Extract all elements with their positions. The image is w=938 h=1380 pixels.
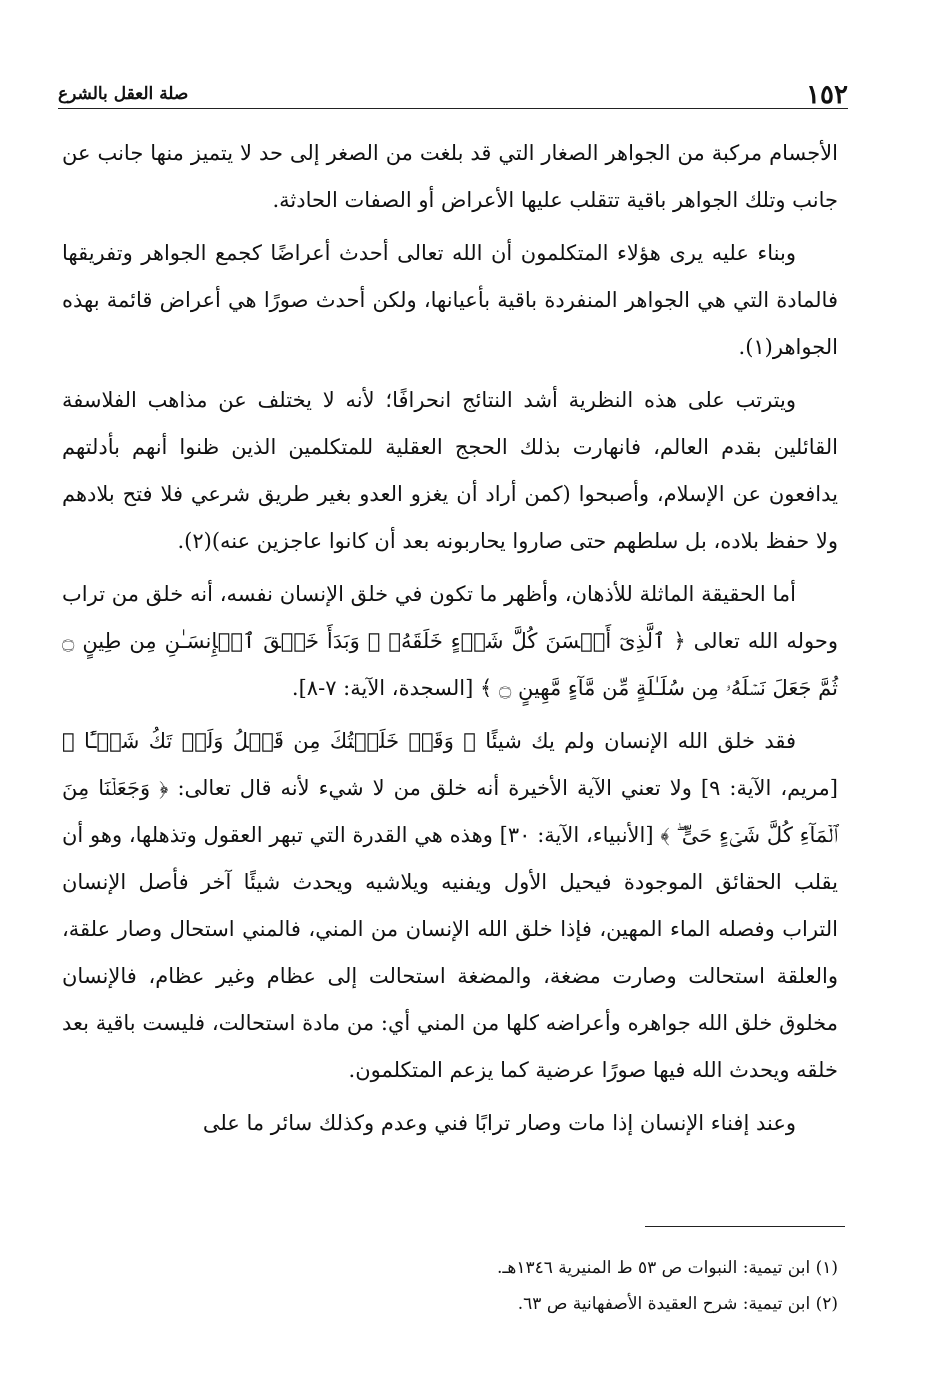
page-number: ١٥٢ (806, 80, 848, 110)
paragraph: الأجسام مركبة من الجواهر الصغار التي قد بلغت من الصغر إلى حد لا يتميز منها جانب عن جانب وتلك الجواهر باقية تتقلب عليها الأعراض أو الصفات الحادثة. (62, 141, 838, 212)
footnotes (62, 1250, 838, 1322)
paragraph: وعند إفناء الإنسان إذا مات وصار ترابًا فني وعدم وكذلك سائر ما على (202, 1111, 796, 1135)
footnote-divider (645, 1226, 845, 1227)
running-title: صلة العقل بالشرع (58, 84, 189, 104)
header-divider (58, 108, 848, 109)
footnote: (١) ابن تيمية: النبوات ص ٥٣ ط المنيرية ١٣٤٦هـ. (496, 1258, 838, 1278)
footnote: (٢) ابن تيمية: شرح العقيدة الأصفهانية ص ٦٣. (517, 1294, 838, 1314)
paragraph: فقد خلق الله الإنسان ولم يك شيئًا ﴿ وَقَدۡ خَلَقۡتُكَ مِن قَبۡلُ وَلَمۡ تَكُ شَيۡـًٔا ﴾ [مريم، الآية: ٩] ولا تعني الآية الأخيرة أنه خلق من لا شيء لأنه قال تعالى: ﴿ وَجَعَلۡنَا مِنَ ٱلۡمَآءِ كُلَّ شَىۡءٍ حَىٍّ ۖ ﴾ [الأنبياء، الآية: ٣٠] وهذه هي القدرة التي تبهر العقول وتذهلها، وهو أن يقلب الحقائق الموجودة فيحيل الأول ويفنيه ويلاشيه ويحدث شيئًا آخر فأصل الإنسان التراب وفصله الماء المهين، فإذا خلق الله الإنسان من المني، فالمني استحال وصار علقة، والعلقة استحالت وصارت مضغة، والمضغة استحالت إلى عظام وغير عظام، فالإنسان مخلوق خلق الله جواهره وأعراضه كلها من المني أي: من مادة استحالت، فليست باقية بعد خلقه ويحدث الله فيها صورًا عرضية كما يزعم المتكلمون. (62, 729, 839, 1082)
page-header (58, 80, 848, 108)
paragraph: ويترتب على هذه النظرية أشد النتائج انحرافًا؛ لأنه لا يختلف عن مذاهب الفلاسفة القائلين بقدم العالم، فانهارت بذلك الحجج العقلية للمتكلمين الذين ظنوا أنهم بأدلتهم يدافعون عن الإسلام، وأصبحوا (كمن أراد أن يغزو العدو بغير طريق شرعي فلا فتح بلادهم ولا حفظ بلاده، بل سلطهم حتى صاروا يحاربونه بعد أن كانوا عاجزين عنه)(٢). (62, 388, 838, 553)
main-text (62, 130, 838, 1153)
paragraph: أما الحقيقة الماثلة للأذهان، وأظهر ما تكون في خلق الإنسان نفسه، أنه خلق من تراب وحوله الله تعالى ﴿ ٱلَّذِىٓ أَحۡسَنَ كُلَّ شَىۡءٍ خَلَقَهُۥ ۖ وَبَدَأَ خَلۡقَ ٱلۡإِنسَـٰنِ مِن طِينٍ ۝ ثُمَّ جَعَلَ نَسۡلَهُۥ مِن سُلَـٰلَةٍ مِّن مَّآءٍ مَّهِينٍ ۝ ﴾ [السجدة، الآية: ٧-٨]. (62, 582, 838, 700)
paragraph: وبناء عليه يرى هؤلاء المتكلمون أن الله تعالى أحدث أعراضًا كجمع الجواهر وتفريقها فالمادة التي هي الجواهر المنفردة باقية بأعيانها، ولكن أحدث صورًا هي أعراض قائمة بهذه الجواهر(١). (62, 241, 838, 359)
